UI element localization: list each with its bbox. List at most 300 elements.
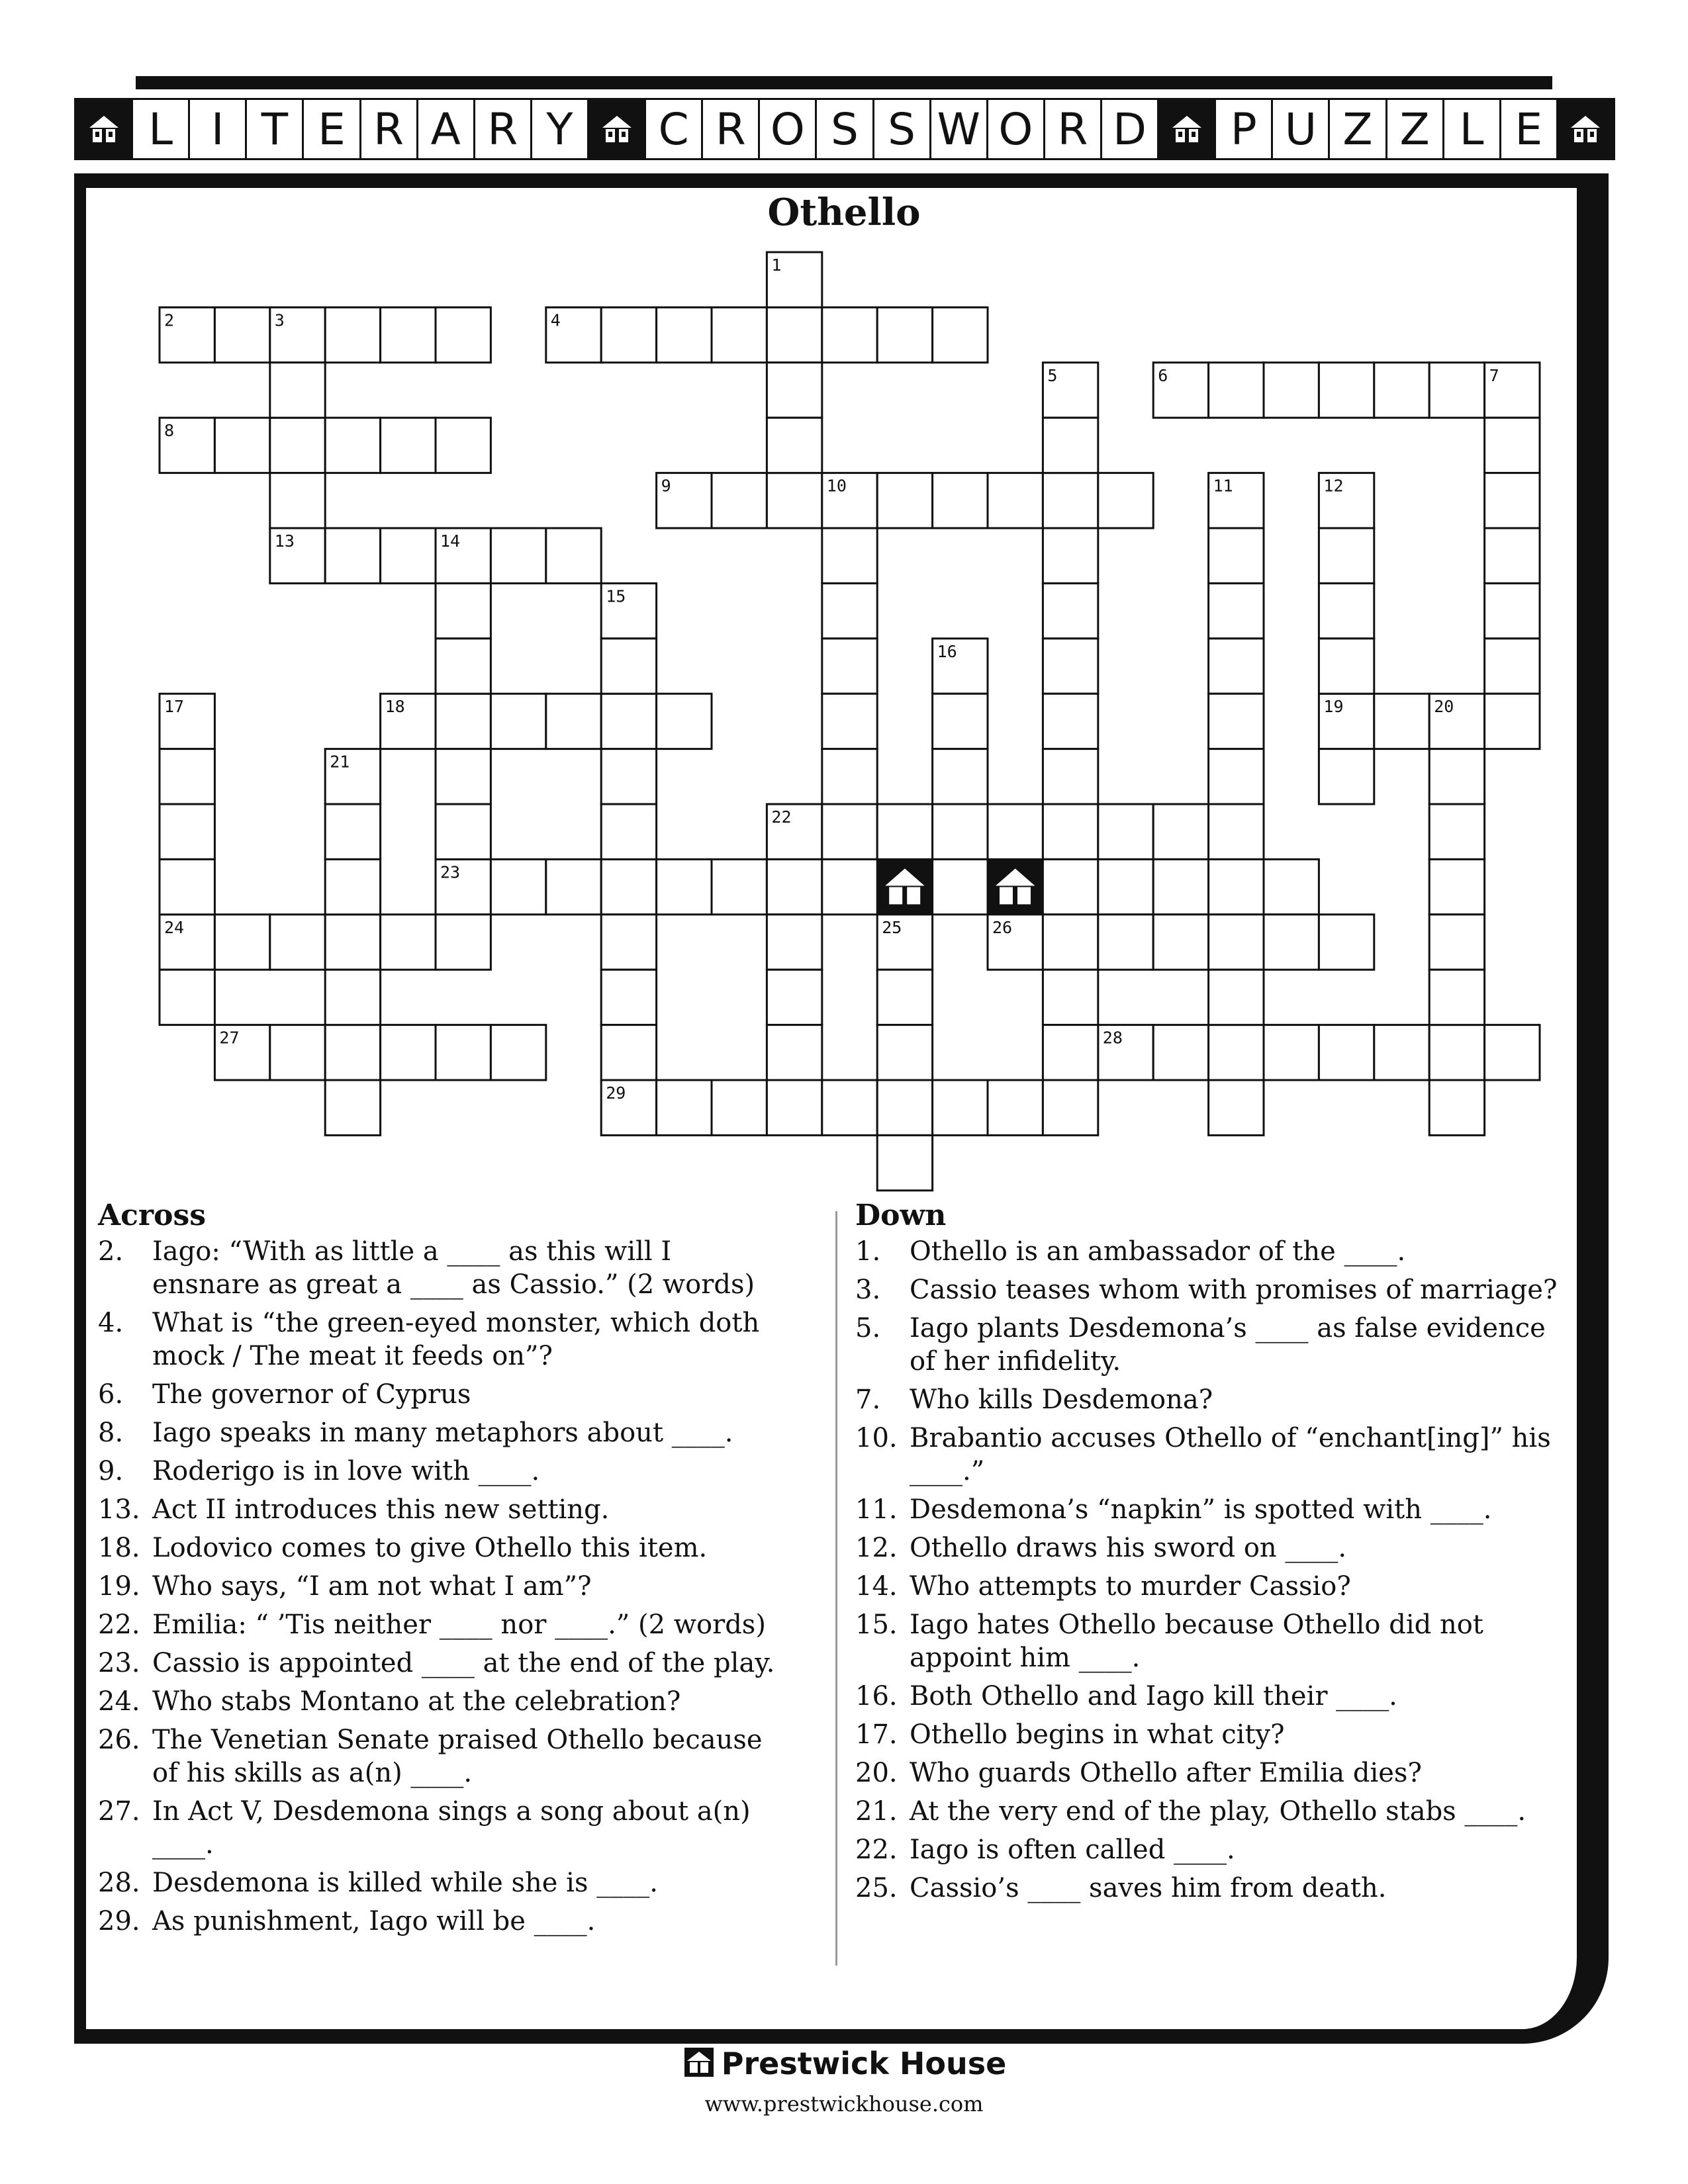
grid-cell[interactable] — [988, 1080, 1043, 1135]
grid-cell[interactable] — [601, 859, 656, 914]
grid-number: 12 — [1323, 476, 1344, 496]
grid-cell[interactable] — [270, 363, 325, 418]
clue-number: 22. — [98, 1610, 140, 1640]
grid-cell[interactable] — [988, 804, 1043, 859]
grid-cell[interactable] — [601, 970, 656, 1024]
grid-cell[interactable] — [1264, 363, 1319, 418]
grid-number: 4 — [550, 310, 561, 330]
grid-cell[interactable] — [712, 859, 767, 914]
banner-letter: L — [1444, 100, 1501, 158]
grid-cell[interactable] — [933, 1080, 988, 1135]
publisher-name: Prestwick House — [721, 2046, 1007, 2081]
grid-cell[interactable] — [381, 915, 436, 970]
down-clue — [855, 1680, 1570, 1713]
grid-cell[interactable] — [933, 307, 988, 362]
grid-cell[interactable] — [325, 528, 380, 583]
clue-number: 20. — [855, 1758, 898, 1788]
banner-letter: R — [703, 100, 760, 158]
banner-letter: O — [760, 100, 817, 158]
grid-cell[interactable] — [767, 1025, 821, 1080]
banner-letter: Y — [532, 100, 589, 158]
down-heading: Down — [855, 1199, 947, 1232]
grid-number: 16 — [937, 641, 957, 661]
publisher-logo — [0, 2045, 1688, 2087]
clue-number: 26. — [98, 1725, 140, 1755]
grid-cell[interactable] — [767, 473, 821, 528]
clue-number: 11. — [855, 1494, 898, 1525]
grid-cell[interactable] — [601, 307, 656, 362]
clue-text: Othello is an ambassador of the ____. — [910, 1236, 1406, 1267]
grid-cell[interactable] — [1319, 749, 1374, 804]
grid-number: 13 — [274, 531, 295, 551]
grid-cell[interactable] — [1429, 749, 1484, 804]
banner-letter: A — [418, 100, 475, 158]
grid-cell[interactable] — [1319, 528, 1374, 583]
grid-cell[interactable] — [1043, 528, 1098, 583]
grid-cell[interactable] — [822, 804, 877, 859]
banner-letter: R — [1045, 100, 1102, 158]
grid-number: 28 — [1102, 1028, 1123, 1048]
grid-cell[interactable] — [1264, 859, 1319, 914]
grid-cell[interactable] — [1209, 859, 1264, 914]
grid-cell[interactable] — [1043, 583, 1098, 638]
across-clue — [98, 1531, 786, 1565]
clue-text: Iago: “With as little a ____ as this will I ensnare as great a ____ as Cassio.” (2 words) — [152, 1236, 755, 1300]
clue-text: Desdemona is killed while she is ____. — [152, 1868, 658, 1898]
grid-cell[interactable] — [1485, 473, 1540, 528]
down-clues — [855, 1199, 1570, 1910]
clue-text: Iago speaks in many metaphors about ____. — [152, 1418, 733, 1448]
grid-cell[interactable] — [436, 307, 491, 362]
grid-number: 7 — [1489, 365, 1499, 385]
grid-cell[interactable] — [546, 694, 601, 749]
clue-text: Cassio teases whom with promises of marriage? — [910, 1275, 1558, 1305]
grid-cell[interactable] — [270, 1025, 325, 1080]
grid-cell[interactable] — [1098, 473, 1153, 528]
grid-cell[interactable] — [767, 970, 821, 1024]
grid-cell[interactable] — [657, 1080, 712, 1135]
down-clue — [855, 1872, 1570, 1905]
grid-cell[interactable] — [436, 749, 491, 804]
grid-cell[interactable] — [767, 1080, 821, 1135]
grid-cell[interactable] — [1209, 694, 1264, 749]
grid-number: 8 — [164, 421, 175, 441]
clue-text: Cassio’s ____ saves him from death. — [910, 1873, 1387, 1903]
grid-cell[interactable] — [1485, 583, 1540, 638]
grid-cell[interactable] — [1209, 804, 1264, 859]
grid-cell[interactable] — [1098, 915, 1153, 970]
grid-cell[interactable] — [1209, 749, 1264, 804]
down-clue — [855, 1608, 1570, 1674]
grid-cell[interactable] — [767, 418, 821, 473]
grid-cell[interactable] — [1374, 363, 1429, 418]
clue-text: Roderigo is in love with ____. — [152, 1456, 540, 1486]
grid-cell[interactable] — [822, 859, 877, 914]
clue-text: At the very end of the play, Othello stabs ____. — [910, 1796, 1526, 1827]
grid-number: 1 — [771, 255, 782, 275]
grid-cell[interactable] — [1209, 528, 1264, 583]
banner-letter: U — [1273, 100, 1330, 158]
puzzle-title: Othello — [767, 191, 921, 234]
across-clues — [98, 1199, 786, 1943]
grid-number: 26 — [992, 917, 1013, 937]
clue-number: 27. — [98, 1796, 140, 1827]
clue-text: In Act V, Desdemona sings a song about a(n) ____. — [152, 1796, 751, 1860]
clue-text: Brabantio accuses Othello of “enchant[ing]” his ____.” — [910, 1423, 1551, 1486]
grid-cell[interactable] — [270, 473, 325, 528]
grid-cell[interactable] — [822, 307, 877, 362]
clue-number: 19. — [98, 1571, 140, 1602]
grid-cell[interactable] — [933, 749, 988, 804]
grid-cell[interactable] — [1153, 804, 1208, 859]
grid-cell[interactable] — [767, 363, 821, 418]
grid-number: 20 — [1434, 697, 1454, 717]
grid-cell[interactable] — [933, 804, 988, 859]
clue-text: Othello draws his sword on ____. — [910, 1533, 1347, 1563]
grid-cell[interactable] — [767, 859, 821, 914]
clue-number: 6. — [98, 1379, 124, 1410]
grid-cell[interactable] — [1043, 639, 1098, 694]
banner-letter: E — [1501, 100, 1558, 158]
grid-cell[interactable] — [325, 804, 380, 859]
across-clue — [98, 1455, 786, 1488]
grid-cell[interactable] — [1043, 859, 1098, 914]
grid-cell[interactable] — [1043, 915, 1098, 970]
grid-cell[interactable] — [325, 915, 380, 970]
grid-cell[interactable] — [822, 639, 877, 694]
clue-number: 1. — [855, 1236, 881, 1267]
grid-cell[interactable] — [1429, 363, 1484, 418]
grid-cell[interactable] — [1209, 915, 1264, 970]
grid-cell[interactable] — [1374, 1025, 1429, 1080]
clue-text: Othello begins in what city? — [910, 1719, 1285, 1750]
across-clue — [98, 1685, 786, 1718]
clue-number: 22. — [855, 1835, 898, 1865]
grid-cell[interactable] — [1209, 970, 1264, 1024]
grid-number: 17 — [164, 697, 185, 717]
grid-cell[interactable] — [1429, 804, 1484, 859]
grid-cell[interactable] — [436, 583, 491, 638]
grid-cell[interactable] — [1098, 859, 1153, 914]
grid-cell[interactable] — [1485, 528, 1540, 583]
down-clue — [855, 1718, 1570, 1751]
clue-text: Iago hates Othello because Othello did not appoint him ____. — [910, 1610, 1483, 1673]
across-clue — [98, 1306, 786, 1373]
grid-cell[interactable] — [1264, 1025, 1319, 1080]
grid-cell[interactable] — [1098, 804, 1153, 859]
grid-cell[interactable] — [877, 1025, 932, 1080]
grid-cell[interactable] — [491, 694, 545, 749]
grid-cell[interactable] — [657, 859, 712, 914]
clue-text: As punishment, Iago will be ____. — [152, 1906, 596, 1936]
grid-cell[interactable] — [1429, 1080, 1484, 1135]
across-clue — [98, 1493, 786, 1526]
grid-cell[interactable] — [1043, 473, 1098, 528]
grid-cell[interactable] — [160, 859, 214, 914]
grid-cell[interactable] — [1429, 915, 1484, 970]
grid-cell[interactable] — [877, 1080, 932, 1135]
grid-cell[interactable] — [712, 307, 767, 362]
grid-cell[interactable] — [1429, 859, 1484, 914]
grid-cell[interactable] — [325, 970, 380, 1024]
grid-cell[interactable] — [214, 418, 269, 473]
clue-number: 5. — [855, 1313, 881, 1343]
grid-number: 19 — [1323, 697, 1344, 717]
clue-number: 15. — [855, 1610, 898, 1640]
clue-number: 16. — [855, 1681, 898, 1711]
grid-cell[interactable] — [933, 694, 988, 749]
clue-number: 2. — [98, 1236, 124, 1267]
grid-cell[interactable] — [877, 1135, 932, 1190]
grid-cell[interactable] — [1209, 639, 1264, 694]
grid-cell[interactable] — [712, 473, 767, 528]
grid-cell[interactable] — [1043, 749, 1098, 804]
grid-number: 29 — [606, 1083, 626, 1103]
grid-cell[interactable] — [325, 859, 380, 914]
grid-cell[interactable] — [1429, 970, 1484, 1024]
grid-cell[interactable] — [381, 1025, 436, 1080]
grid-cell[interactable] — [325, 1080, 380, 1135]
grid-cell[interactable] — [436, 915, 491, 970]
grid-cell[interactable] — [1319, 363, 1374, 418]
grid-cell[interactable] — [601, 915, 656, 970]
grid-number: 5 — [1047, 365, 1058, 385]
banner-letter: R — [361, 100, 418, 158]
grid-cell[interactable] — [214, 307, 269, 362]
grid-cell[interactable] — [436, 694, 491, 749]
clue-text: The Venetian Senate praised Othello because of his skills as a(n) ____. — [152, 1725, 763, 1788]
grid-cell[interactable] — [1485, 418, 1540, 473]
publisher-url[interactable]: www.prestwickhouse.com — [704, 2091, 984, 2116]
banner-letter: T — [247, 100, 304, 158]
grid-cell[interactable] — [1485, 639, 1540, 694]
across-clue — [98, 1378, 786, 1411]
clue-text: Who stabs Montano at the celebration? — [152, 1686, 681, 1717]
clue-number: 10. — [855, 1423, 898, 1453]
grid-number: 25 — [882, 917, 902, 937]
grid-cell[interactable] — [381, 528, 436, 583]
clue-text: What is “the green-eyed monster, which doth mock / The meat it feeds on”? — [152, 1308, 760, 1371]
banner-letter: R — [475, 100, 532, 158]
grid-cell[interactable] — [1485, 1025, 1540, 1080]
grid-cell[interactable] — [436, 1025, 491, 1080]
grid-cell[interactable] — [1043, 970, 1098, 1024]
grid-cell[interactable] — [657, 694, 712, 749]
grid-cell[interactable] — [877, 307, 932, 362]
grid-cell[interactable] — [1209, 1025, 1264, 1080]
clue-text: Who guards Othello after Emilia dies? — [910, 1758, 1422, 1788]
grid-number: 14 — [440, 531, 461, 551]
down-clue — [855, 1312, 1570, 1378]
clue-number: 18. — [98, 1533, 140, 1563]
across-heading: Across — [98, 1199, 207, 1232]
grid-number: 18 — [385, 697, 405, 717]
grid-cell[interactable] — [1209, 363, 1264, 418]
grid-logo-icon — [988, 859, 1043, 914]
grid-cell[interactable] — [767, 915, 821, 970]
clue-number: 12. — [855, 1533, 898, 1563]
grid-cell[interactable] — [1485, 694, 1540, 749]
grid-cell[interactable] — [1319, 915, 1374, 970]
across-clue — [98, 1608, 786, 1641]
clue-number: 17. — [855, 1719, 898, 1750]
grid-cell[interactable] — [1043, 804, 1098, 859]
clue-text: Act II introduces this new setting. — [152, 1494, 610, 1525]
grid-cell[interactable] — [436, 418, 491, 473]
grid-cell[interactable] — [270, 915, 325, 970]
grid-number: 10 — [826, 476, 847, 496]
clue-number: 3. — [855, 1275, 881, 1305]
across-clue — [98, 1416, 786, 1449]
grid-cell[interactable] — [270, 418, 325, 473]
grid-cell[interactable] — [546, 859, 601, 914]
down-clue — [855, 1493, 1570, 1526]
grid-cell[interactable] — [1319, 1025, 1374, 1080]
grid-cell[interactable] — [822, 1080, 877, 1135]
grid-cell[interactable] — [491, 1025, 545, 1080]
grid-cell[interactable] — [1264, 915, 1319, 970]
down-clue — [855, 1531, 1570, 1565]
grid-number: 27 — [219, 1028, 240, 1048]
clue-text: Who attempts to murder Cassio? — [910, 1571, 1351, 1602]
grid-cell[interactable] — [657, 307, 712, 362]
grid-number: 6 — [1158, 365, 1168, 385]
across-clue — [98, 1905, 786, 1938]
grid-cell[interactable] — [1153, 915, 1208, 970]
down-clue — [855, 1273, 1570, 1306]
grid-cell[interactable] — [1209, 1080, 1264, 1135]
grid-cell[interactable] — [1043, 418, 1098, 473]
clue-text: Who kills Desdemona? — [910, 1385, 1213, 1415]
grid-cell[interactable] — [546, 528, 601, 583]
grid-cell[interactable] — [822, 583, 877, 638]
clue-text: Iago is often called ____. — [910, 1835, 1235, 1865]
grid-number: 11 — [1213, 476, 1233, 496]
grid-cell[interactable] — [160, 970, 214, 1024]
grid-cell[interactable] — [1429, 1025, 1484, 1080]
banner-letter: O — [988, 100, 1045, 158]
clue-number: 25. — [855, 1873, 898, 1903]
clue-text: Iago plants Desdemona’s ____ as false evidence of her infidelity. — [910, 1313, 1546, 1377]
grid-cell[interactable] — [877, 804, 932, 859]
grid-cell[interactable] — [1043, 1080, 1098, 1135]
grid-number: 23 — [440, 862, 461, 882]
grid-cell[interactable] — [436, 639, 491, 694]
clue-text: Who says, “I am not what I am”? — [152, 1571, 592, 1602]
grid-number: 22 — [771, 807, 792, 827]
down-clue — [855, 1235, 1570, 1268]
grid-cell[interactable] — [1153, 859, 1208, 914]
clue-number: 9. — [98, 1456, 124, 1486]
down-clue — [855, 1383, 1570, 1416]
grid-number: 3 — [274, 310, 285, 330]
grid-cell[interactable] — [988, 473, 1043, 528]
grid-cell[interactable] — [160, 804, 214, 859]
grid-cell[interactable] — [601, 694, 656, 749]
grid-cell[interactable] — [601, 639, 656, 694]
grid-number: 24 — [164, 917, 185, 937]
grid-number: 9 — [661, 476, 671, 496]
clue-number: 7. — [855, 1385, 881, 1415]
banner-letter: S — [817, 100, 874, 158]
grid-number: 21 — [330, 752, 350, 772]
grid-cell[interactable] — [1319, 639, 1374, 694]
clue-number: 14. — [855, 1571, 898, 1602]
grid-cell[interactable] — [822, 749, 877, 804]
grid-cell[interactable] — [1153, 1025, 1208, 1080]
grid-cell[interactable] — [601, 749, 656, 804]
banner-letter: I — [190, 100, 247, 158]
grid-cell[interactable] — [160, 749, 214, 804]
banner-letter: E — [304, 100, 361, 158]
banner-letter: W — [931, 100, 988, 158]
across-clue — [98, 1723, 786, 1790]
grid-cell[interactable] — [822, 694, 877, 749]
banner-letter: Z — [1387, 100, 1444, 158]
across-clue — [98, 1866, 786, 1899]
clue-number: 13. — [98, 1494, 140, 1525]
banner-letter: D — [1102, 100, 1159, 158]
grid-cell[interactable] — [822, 528, 877, 583]
grid-cell[interactable] — [767, 307, 821, 362]
grid-cell[interactable] — [877, 473, 932, 528]
grid-cell[interactable] — [877, 970, 932, 1024]
grid-cell[interactable] — [325, 307, 380, 362]
across-clue — [98, 1235, 786, 1301]
banner-letter: C — [646, 100, 703, 158]
grid-cell[interactable] — [381, 418, 436, 473]
grid-cell[interactable] — [491, 528, 545, 583]
grid-cell[interactable] — [1043, 1025, 1098, 1080]
clue-number: 29. — [98, 1906, 140, 1936]
clue-text: Both Othello and Iago kill their ____. — [910, 1681, 1397, 1711]
down-clue — [855, 1833, 1570, 1866]
across-clue — [98, 1570, 786, 1603]
grid-cell[interactable] — [601, 1025, 656, 1080]
banner-letter: L — [133, 100, 190, 158]
clue-number: 8. — [98, 1418, 124, 1448]
grid-cell[interactable] — [1374, 694, 1429, 749]
grid-cell[interactable] — [712, 1080, 767, 1135]
grid-cell[interactable] — [1209, 583, 1264, 638]
clue-number: 28. — [98, 1868, 140, 1898]
grid-cell[interactable] — [601, 804, 656, 859]
column-divider — [835, 1211, 837, 1966]
clue-number: 23. — [98, 1648, 140, 1678]
clue-text: Cassio is appointed ____ at the end of the play. — [152, 1648, 775, 1678]
banner-letter: S — [874, 100, 931, 158]
down-clue — [855, 1756, 1570, 1790]
grid-cell[interactable] — [381, 307, 436, 362]
grid-logo-icon — [877, 859, 932, 914]
clue-text: Desdemona’s “napkin” is spotted with ____. — [910, 1494, 1492, 1525]
down-clue — [855, 1422, 1570, 1488]
grid-cell[interactable] — [325, 418, 380, 473]
banner-letter: Z — [1330, 100, 1387, 158]
grid-cell[interactable] — [933, 473, 988, 528]
grid-cell[interactable] — [436, 804, 491, 859]
grid-number: 15 — [606, 586, 626, 606]
grid-cell[interactable] — [1319, 583, 1374, 638]
grid-cell[interactable] — [214, 915, 269, 970]
down-clue — [855, 1795, 1570, 1828]
grid-cell[interactable] — [491, 859, 545, 914]
grid-cell[interactable] — [325, 1025, 380, 1080]
grid-cell[interactable] — [1043, 694, 1098, 749]
grid-number: 2 — [164, 310, 175, 330]
house-logo-icon — [682, 2045, 716, 2087]
grid-cell[interactable] — [933, 859, 988, 914]
